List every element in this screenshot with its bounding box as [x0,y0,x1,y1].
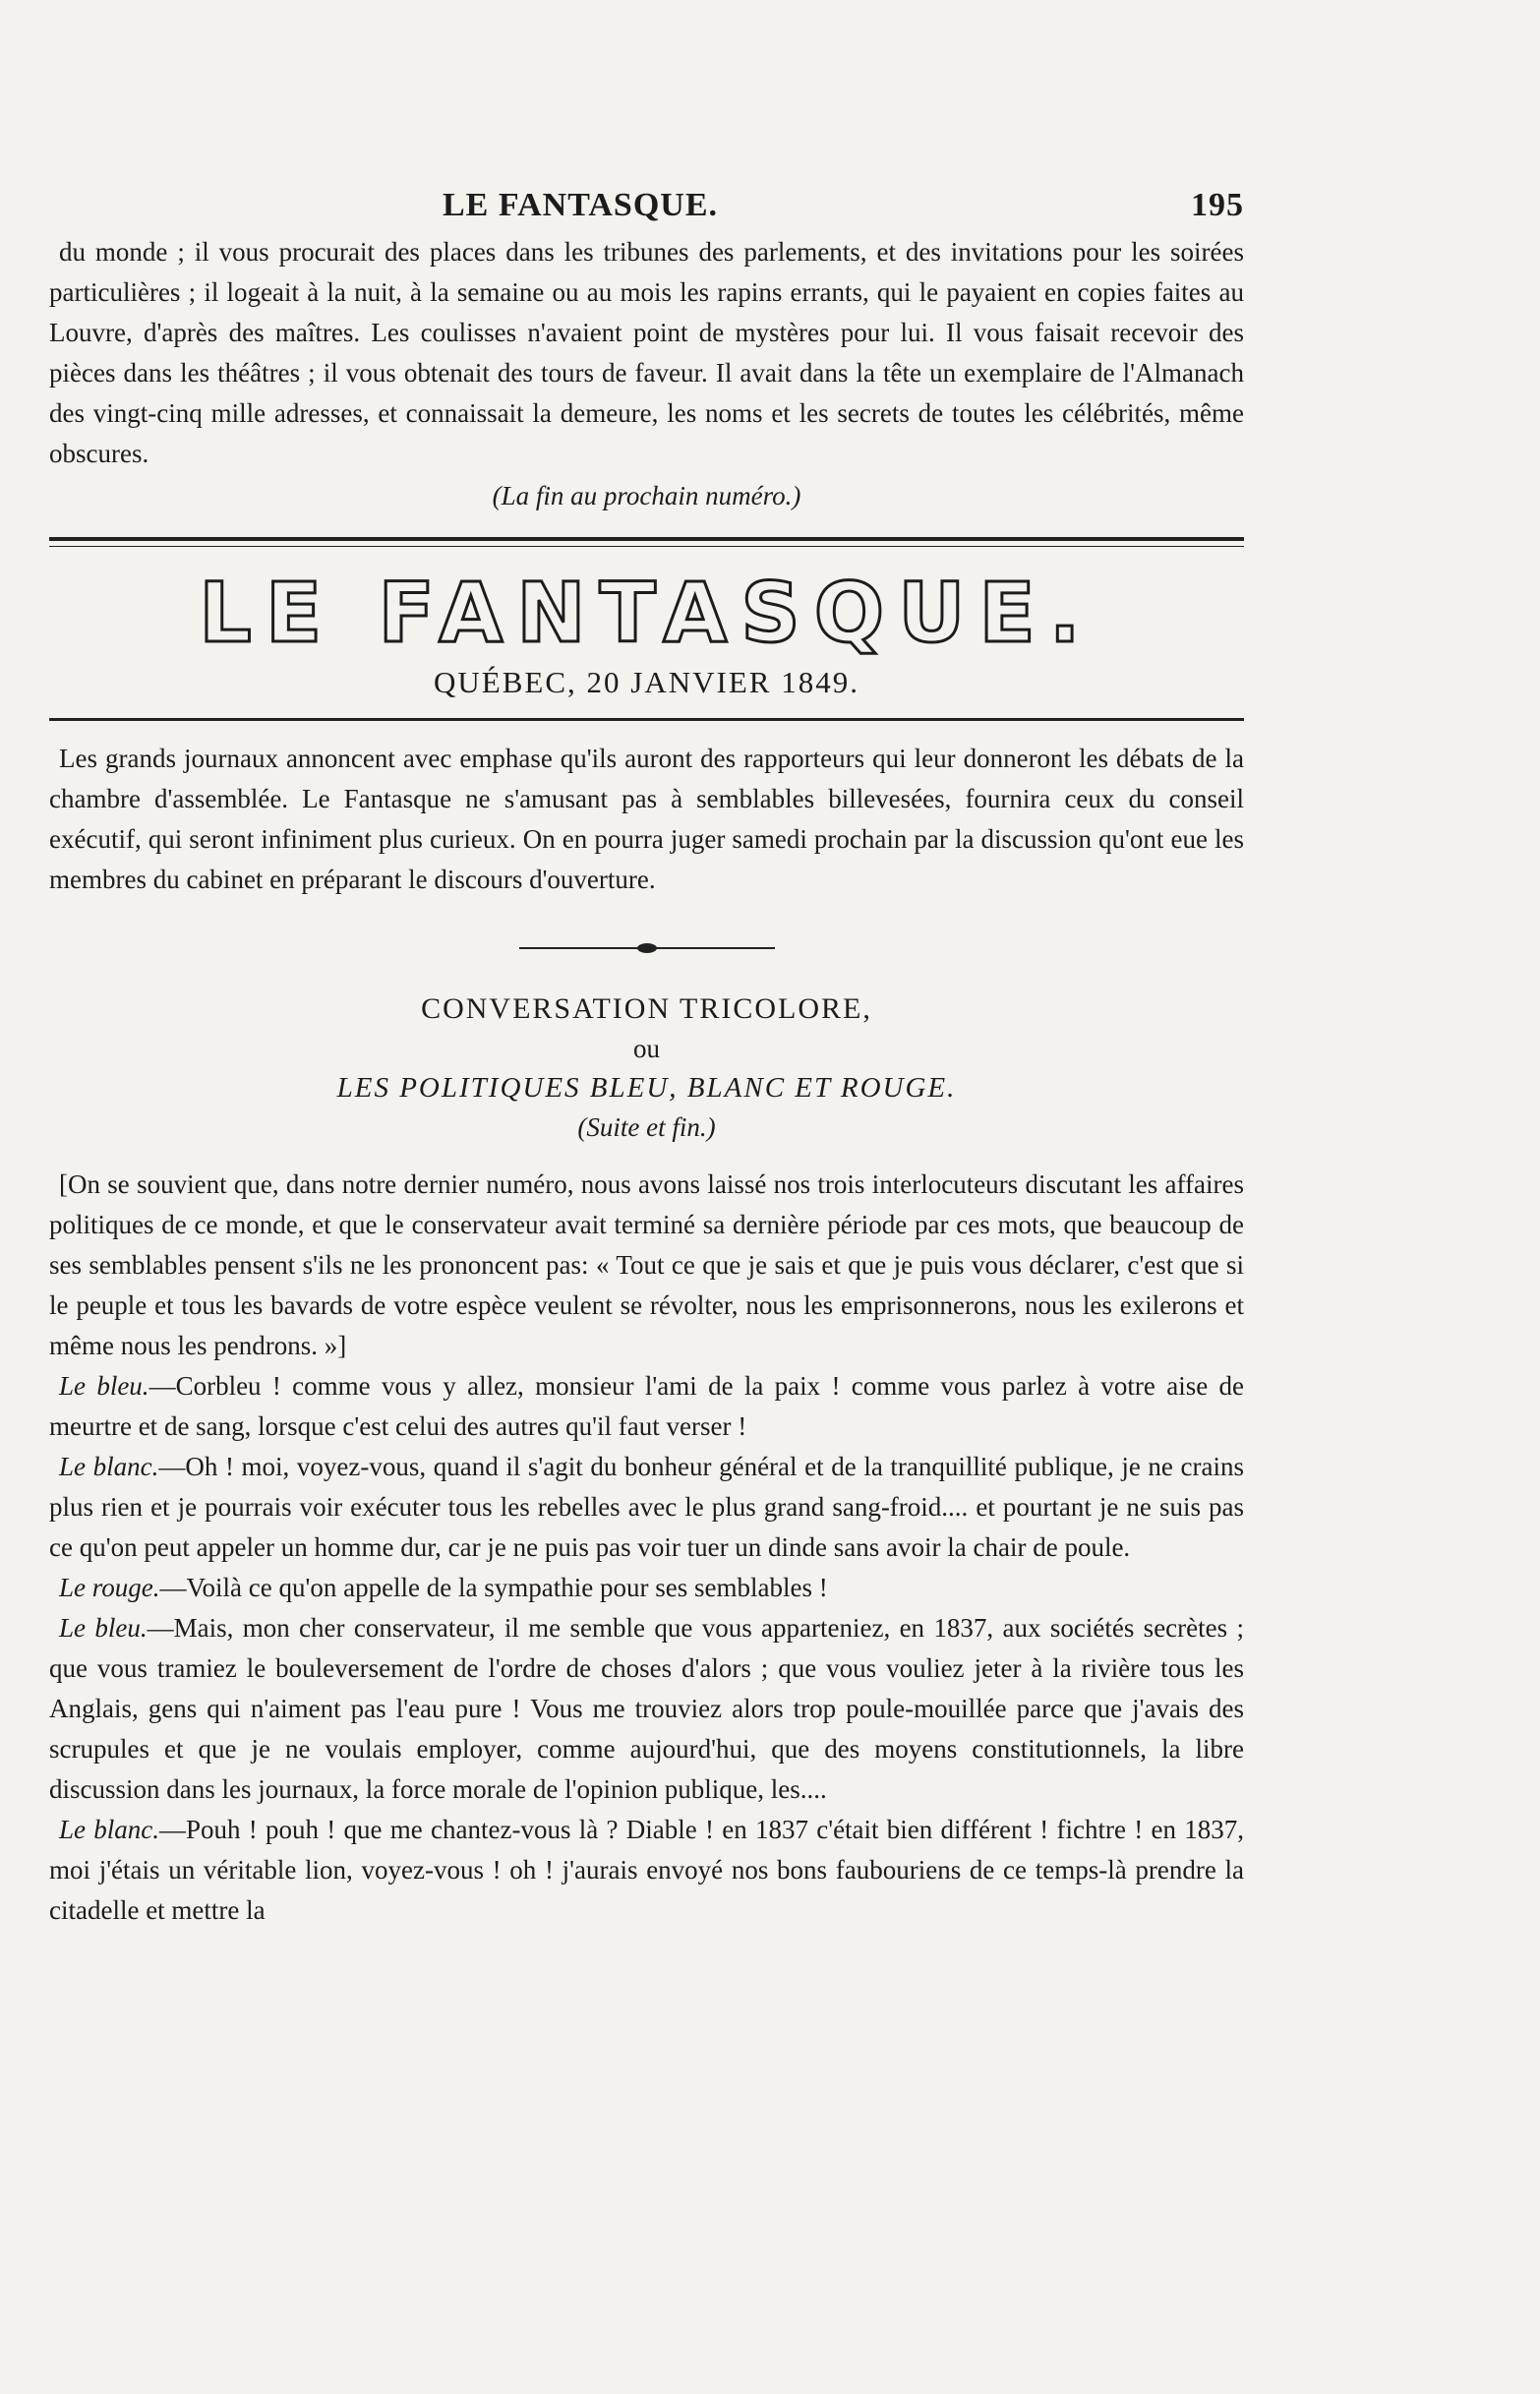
speaker: Le blanc. [59,1452,159,1481]
dialogue-line [49,1568,1244,1608]
article-title: CONVERSATION TRICOLORE, [421,992,872,1025]
section-rule [49,537,1244,547]
page-number: 195 [1191,187,1244,223]
article-suite: (Suite et fin.) [577,1112,716,1142]
speaker: Le bleu. [59,1371,149,1401]
continuation-fin: (La fin au prochain numéro.) [492,481,801,510]
ornament-divider [519,947,775,949]
running-title: LE FANTASQUE. [443,187,719,223]
newspaper-page [49,187,1244,1931]
masthead-rule [49,718,1244,721]
dialogue-line [49,1608,1244,1810]
intro-paragraph: Les grands journaux annoncent avec emphase qu'ils auront des rapporteurs qui leur donneront les débats de la chambre d'assemblée. Le Fantasque ne s'amusant pas à semblables billevesées, fournira ceux du conseil exécutif, qui seront infiniment plus curieux. On en pourra juger samedi prochain par la discussion qu'ont eue les membres du cabinet en préparant le discours d'ouverture. [49,744,1244,894]
article-lead: [On se souvient que, dans notre dernier numéro, nous avons laissé nos trois interlocuteurs discutant les affaires politiques de ce monde, et que le conservateur avait terminé sa dernière période par ces mots, que beaucoup de ses semblables pensent s'ils ne les prononcent pas: « Tout ce que je sais et que je puis vous déclarer, c'est que si le peuple et tous les bavards de votre espèce veulent se révolter, nous les emprisonnerons, nous les exilerons et même nous les pendrons. »] [49,1169,1244,1360]
dialogue [49,1366,1244,1931]
speaker: Le bleu. [59,1613,148,1643]
speech: —Mais, mon cher conservateur, il me semble que vous apparteniez, en 1837, aux sociétés secrètes ; que vous tramiez le bouleversement de l'ordre de choses d'alors ; que vous vouliez jeter à la rivière tous les Anglais, gens qui n'aiment pas l'eau pure ! Vous me trouviez alors trop poule-mouillée parce que j'avais des scrupules et que je ne voulais employer, comme aujourd'hui, que des moyens constitutionnels, la libre discussion dans les journaux, la force morale de l'opinion publique, les.... [49,1613,1244,1804]
speech: —Voilà ce qu'on appelle de la sympathie pour ses semblables ! [159,1573,828,1602]
dateline: QUÉBEC, 20 JANVIER 1849. [434,665,859,699]
speaker: Le blanc. [59,1815,159,1844]
speech: —Pouh ! pouh ! que me chantez-vous là ? Diable ! en 1837 c'était bien différent ! fichtre ! en 1837, moi j'étais un véritable lion, voyez-vous ! oh ! j'aurais envoyé nos bons faubouriens de ce temps-là prendre la citadelle et mettre la [49,1815,1244,1925]
running-header [49,187,1244,224]
masthead-title: LE FANTASQUE. [199,565,1095,661]
article-ou: ou [633,1034,660,1063]
article-subtitle: LES POLITIQUES BLEU, BLANC ET ROUGE. [336,1072,957,1104]
dialogue-line [49,1447,1244,1568]
speaker: Le rouge. [59,1573,160,1602]
speech: —Corbleu ! comme vous y allez, monsieur l'ami de la paix ! comme vous parlez à votre aise de meurtre et de sang, lorsque c'est celui des autres qu'il faut verser ! [49,1371,1244,1441]
speech: —Oh ! moi, voyez-vous, quand il s'agit du bonheur général et de la tranquillité publique, je ne crains plus rien et je pourrais voir exécuter tous les rebelles avec le plus grand sang-froid.... et pourtant je ne suis pas ce qu'on peut appeler un homme dur, car je ne puis pas voir tuer un dinde sans avoir la chair de poule. [49,1452,1244,1562]
dialogue-line [49,1366,1244,1447]
continuation-paragraph: du monde ; il vous procurait des places dans les tribunes des parlements, et des invitations pour les soirées particulières ; il logeait à la nuit, à la semaine ou au mois les rapins errants, qui le payaient en copies faites au Louvre, d'après des maîtres. Les coulisses n'avaient point de mystères pour lui. Il vous faisait recevoir des pièces dans les théâtres ; il vous obtenait des tours de faveur. Il avait dans la tête un exemplaire de l'Almanach des vingt-cinq mille adresses, et connaissait la demeure, les noms et les secrets de toutes les célébrités, même obscures. [49,237,1244,468]
dialogue-line [49,1810,1244,1931]
